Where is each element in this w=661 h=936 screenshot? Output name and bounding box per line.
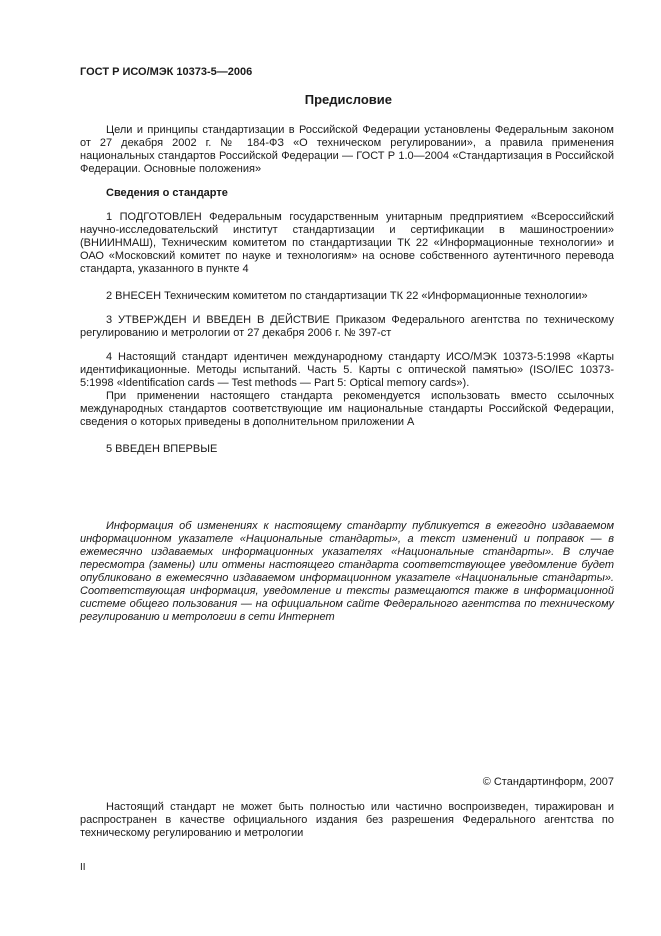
page-number: II: [80, 862, 86, 873]
section-title: Предисловие: [304, 92, 392, 107]
item-2-block: [80, 290, 614, 303]
info-heading: Сведения о стандарте: [106, 187, 228, 199]
item-1: 1 ПОДГОТОВЛЕН Федеральным государственным унитарным предприятием «Всероссийский научно-исследовательский институт стандартизации и сертификации в машиностроении» (ВНИИНМАШ), Техническим комитетом по стандартизации ТК 22 «Информационные технологии» и ОАО «Московский комитет по науке и технологиям» на основе собственного аутентичного перевода стандарта, указанного в пункте 4: [80, 211, 614, 275]
intro-paragraph-block: [80, 124, 614, 176]
item-1-block: [80, 211, 614, 276]
info-heading-block: [80, 187, 614, 200]
item-3-block: [80, 314, 614, 340]
item-4: 4 Настоящий стандарт идентичен международному стандарту ИСО/МЭК 10373-5:1998 «Карты идентификационные. Методы испытаний. Часть 5. Карты с оптической памятью» (ISO/IEC 10373-5:1998 «Identification cards — Test methods — Part 5: Optical memory cards»).: [80, 351, 614, 389]
notice-block: [80, 520, 614, 624]
item-3: 3 УТВЕРЖДЕН И ВВЕДЕН В ДЕЙСТВИЕ Приказом Федерального агентства по техническому регулированию и метрологии от 27 декабря 2006 г. № 397-ст: [80, 314, 614, 339]
item-4-note: При применении настоящего стандарта рекомендуется использовать вместо ссылочных международных стандартов соответствующие им национальные стандарты Российской Федерации, сведения о которых приведены в дополнительном приложении А: [80, 390, 614, 428]
item-5-block: [80, 443, 614, 456]
section-title-wrap: [80, 93, 602, 106]
rights-paragraph: Настоящий стандарт не может быть полностью или частично воспроизведен, тиражирован и распространен в качестве официального издания без разрешения Федерального агентства по техническому регулированию и метрологии: [80, 801, 614, 839]
item-4-block: [80, 351, 614, 429]
rights-block: [80, 801, 614, 840]
document-header: ГОСТ Р ИСО/МЭК 10373-5—2006: [80, 66, 253, 78]
copyright: © Стандартинформ, 2007: [482, 776, 614, 788]
notice-paragraph: Информация об изменениях к настоящему стандарту публикуется в ежегодно издаваемом информационном указателе «Национальные стандарты», а текст изменений и поправок — в ежемесячно издаваемых информационных указателях «Национальные стандарты». В случае пересмотра (замены) или отмены настоящего стандарта соответствующее уведомление будет опубликовано в ежемесячно издаваемом информационном указателе «Национальные стандарты». Соответствующая информация, уведомление и тексты размещаются также в информационной системе общего пользования — на официальном сайте Федерального агентства по техническому регулированию и метрологии в сети Интернет: [80, 520, 614, 623]
item-5: 5 ВВЕДЕН ВПЕРВЫЕ: [106, 443, 218, 455]
item-2: 2 ВНЕСЕН Техническим комитетом по стандартизации ТК 22 «Информационные технологии»: [106, 290, 588, 302]
intro-paragraph: Цели и принципы стандартизации в Российской Федерации установлены Федеральным законом от 27 декабря 2002 г. № 184-ФЗ «О техническом регулировании», а правила применения национальных стандартов Российской Федерации — ГОСТ Р 1.0—2004 «Стандартизация в Российской Федерации. Основные положения»: [80, 124, 614, 175]
